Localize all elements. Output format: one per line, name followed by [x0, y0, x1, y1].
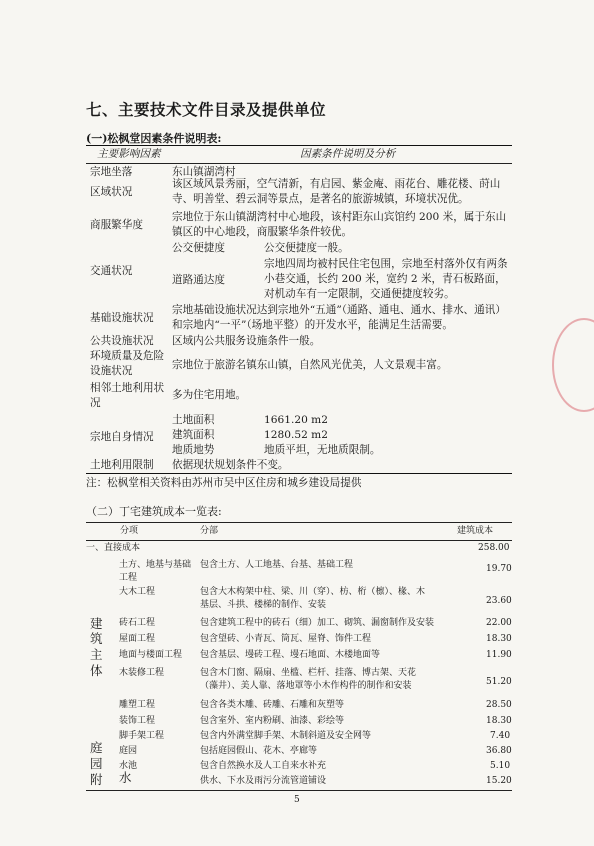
t2-row-roof-cost: 18.30	[486, 634, 512, 644]
table1-top-rule	[86, 145, 512, 146]
t1-val-land-area: 1661.20 m2	[264, 414, 328, 426]
t1-desc-adjacent: 多为住宅用地。	[172, 389, 247, 401]
t2-side-label: 主	[90, 647, 103, 662]
t1-desc-location: 东山镇湖湾村	[172, 166, 236, 178]
t2-row-carving-part: 包含各类木雕、砖雕、石雕和灰塑等	[200, 700, 345, 710]
table2-top-rule	[86, 522, 512, 523]
t2-row-masonry-cost: 22.00	[486, 618, 512, 628]
t1-desc-public: 区域内公共服务设施条件一般。	[172, 335, 321, 347]
t2-row-carving-item: 雕塑工程	[119, 700, 156, 710]
t2-row-direct-cost: 258.00	[478, 543, 510, 553]
t2-row-scaffold-cost: 7.40	[490, 731, 511, 741]
t2-row-joinery-cost: 51.20	[486, 677, 512, 687]
t1-desc-infrastructure: 宗地基础设施状况达到宗地外“五通”（通路、通电、通水、排水、通讯）和宗地内“一平”（场地平整）的开发水平，能满足生活需要。	[172, 304, 506, 331]
section-title: 七、主要技术文件目录及提供单位	[86, 100, 327, 119]
t2-row-carving-cost: 28.50	[486, 700, 512, 710]
t1-sub-geology: 地质地势	[172, 444, 215, 456]
t1-factor-adjacent: 相邻土地利用状况	[90, 382, 165, 409]
t2-row-decoration-part: 包含室外、室内粉刷、油漆、彩绘等	[200, 716, 345, 726]
t2-row-floor-item: 地面与楼面工程	[119, 650, 183, 660]
t2-row-garden-cost: 36.80	[486, 746, 512, 756]
table2-header-rule	[86, 540, 512, 541]
t2-side-label: 建	[90, 616, 103, 631]
t2-row-timber-part: 包含大木构架中柱、梁、川（穿）、枋、桁（檩）、椽、木基层、斗拱、楼梯的制作、安装	[200, 587, 426, 610]
t2-row-floor-part: 包含基层、墁砖工程、墁石地面、木楼地面等	[200, 650, 381, 660]
t2-row-joinery-item: 木装修工程	[119, 668, 165, 678]
t2-side-label: 水	[119, 770, 132, 785]
t2-row-scaffold-item: 脚手架工程	[119, 731, 165, 741]
t2-header-part: 分部	[200, 526, 219, 536]
t2-row-earthwork-cost: 19.70	[486, 564, 512, 574]
t2-row-joinery-part: 包含木门窗、隔扇、坐槛、栏杆、挂落、博古架、天花（藻井）、美人靠、落地罩等小木作构件的制作和安装	[200, 668, 417, 691]
t2-row-direct-item: 一、直接成本	[86, 543, 141, 553]
t2-side-label: 体	[90, 663, 103, 678]
table1-caption: (一)松枫堂因素条件说明表:	[86, 132, 222, 145]
t2-row-timber-item: 大木工程	[119, 587, 156, 597]
t1-factor-commerce: 商服繁华度	[90, 219, 143, 231]
t1-desc-environment: 宗地位于旅游名镇东山镇，自然风光优美，人文景观丰富。	[172, 359, 448, 371]
t1-desc-commerce: 宗地位于东山镇湖湾村中心地段，该村距东山宾馆约 200 米，属于东山镇区的中心地段，商服繁华条件较优。	[172, 211, 507, 238]
t1-sub-road: 道路通达度	[172, 274, 225, 286]
t2-row-decoration-item: 装饰工程	[119, 716, 156, 726]
table1-header-rule	[86, 163, 512, 164]
table2-caption: （二）丁宅建筑成本一览表:	[86, 505, 222, 518]
t1-factor-region: 区域状况	[90, 186, 133, 198]
seal-stamp	[552, 318, 594, 412]
table1-header-factor: 主要影响因素	[97, 148, 161, 160]
t2-row-roof-item: 屋面工程	[119, 634, 156, 644]
t1-desc-bus: 公交便捷度一般。	[264, 242, 349, 254]
t1-desc-region: 该区域风景秀丽，空气清新，有启园、紫金庵、雨花台、雕花楼、莳山寺、明善堂、碧云洞等景点，是著名的旅游城镇，环境状况优。	[172, 178, 501, 205]
t2-row-pond-item: 水池	[119, 761, 138, 771]
t1-factor-traffic: 交通状况	[90, 265, 133, 277]
t1-val-building-area: 1280.52 m2	[264, 429, 328, 441]
t2-row-roof-part: 包含望砖、小青瓦、筒瓦、屋脊、饰件工程	[200, 634, 372, 644]
t1-factor-infrastructure: 基础设施状况	[90, 312, 154, 324]
t1-factor-public: 公共设施状况	[90, 335, 154, 347]
t2-row-masonry-part: 包含建筑工程中的砖石（细）加工、砌筑、漏窗制作及安装	[200, 618, 435, 628]
t1-sub-bus: 公交便捷度	[172, 242, 225, 254]
t2-row-earthwork-part: 包含土方、人工地基、台基、基础工程	[200, 560, 354, 570]
t2-row-water-part: 供水、下水及雨污分流管道铺设	[200, 776, 327, 786]
t2-row-earthwork-item: 土方、地基与基础工程	[119, 560, 192, 583]
t2-side-label: 附	[90, 772, 103, 787]
t1-factor-self: 宗地自身情况	[90, 431, 154, 443]
table1-header-desc: 因素条件说明及分析	[300, 148, 396, 160]
t2-side-label: 庭	[90, 740, 103, 755]
t2-row-masonry-item: 砖石工程	[119, 618, 156, 628]
table2-bottom-rule	[86, 790, 512, 791]
t1-desc-road: 宗地四周均被村民住宅包围，宗地至村落外仅有两条小巷交通，长约 200 米，宽约 2 米，青石板路面，对机动车有一定限制，交通便捷度较劣。	[264, 258, 508, 300]
t2-header-cost: 建筑成本	[457, 526, 494, 536]
t2-row-garden-item: 庭园	[119, 746, 138, 756]
t2-header-item: 分项	[120, 526, 139, 536]
t2-side-label: 筑	[90, 631, 103, 646]
t1-desc-restriction: 依据现状规划条件不变。	[172, 459, 289, 471]
page-number: 5	[294, 795, 300, 805]
t2-row-decoration-cost: 18.30	[486, 716, 512, 726]
t2-row-pond-part: 包含自然换水及人工自来水补充	[200, 761, 327, 771]
t2-row-pond-cost: 5.10	[490, 761, 511, 771]
t2-row-water-cost: 15.20	[486, 776, 512, 786]
t1-sub-land-area: 土地面积	[172, 414, 215, 426]
t1-sub-building-area: 建筑面积	[172, 429, 215, 441]
t1-factor-restriction: 土地利用限制	[90, 459, 154, 471]
t2-row-floor-cost: 11.90	[486, 650, 512, 660]
t1-val-geology: 地质平坦，无地质限制。	[264, 444, 381, 456]
t2-side-label: 园	[90, 756, 103, 771]
t1-factor-environment: 环境质量及危险设施状况	[90, 350, 165, 377]
t2-row-timber-cost: 23.60	[486, 596, 512, 606]
t2-row-scaffold-part: 包含内外满堂脚手架、木制斜道及安全网等	[200, 731, 372, 741]
t2-row-garden-part: 包括庭园假山、花木、亭廊等	[200, 746, 318, 756]
table1-note: 注：松枫堂相关资料由苏州市吴中区住房和城乡建设局提供	[86, 477, 362, 489]
table1-bottom-rule	[86, 473, 512, 474]
t1-factor-location: 宗地坐落	[90, 166, 133, 178]
